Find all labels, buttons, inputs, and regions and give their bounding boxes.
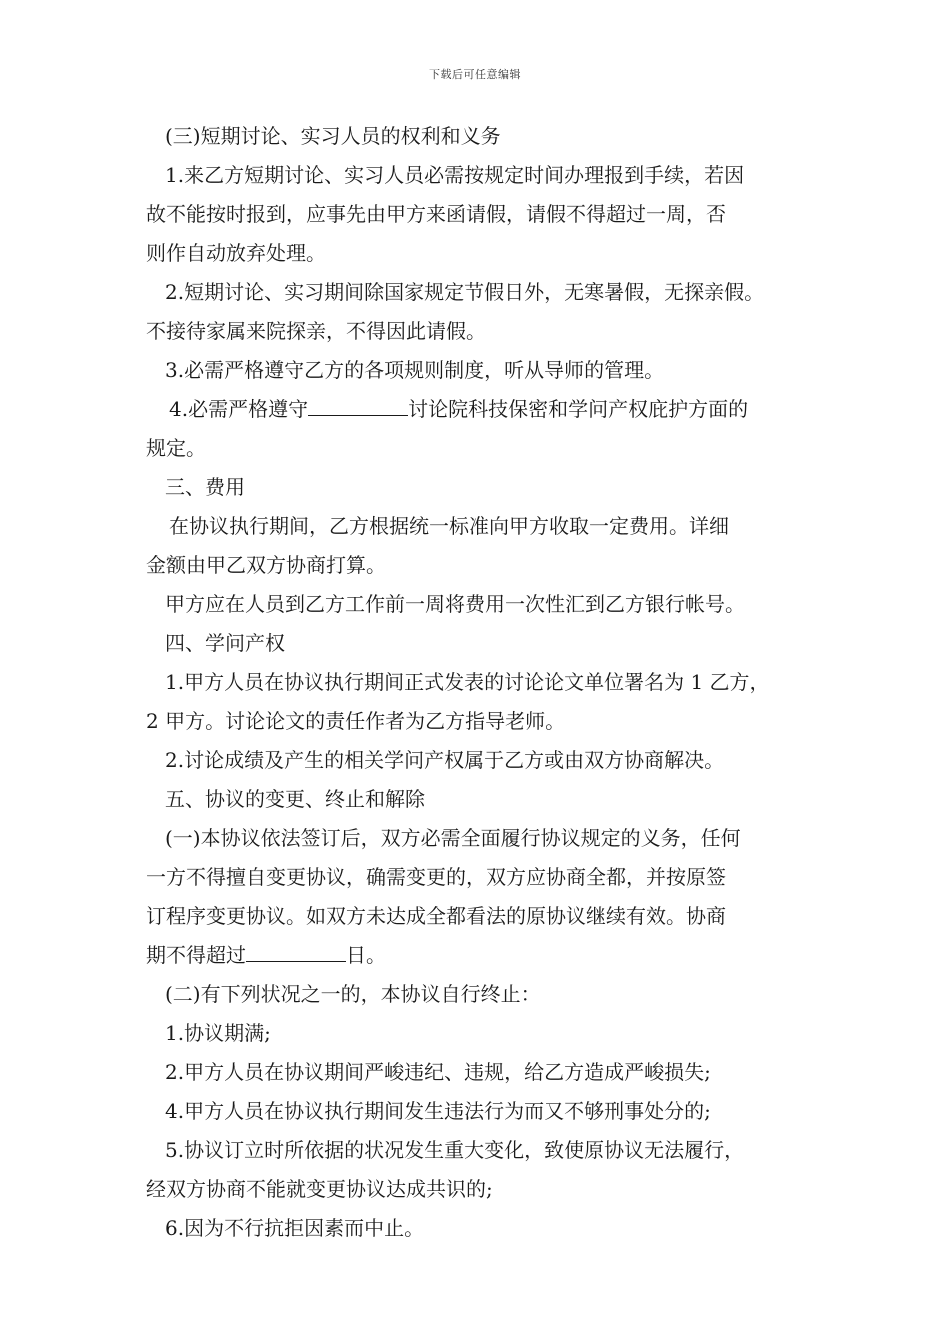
paragraph-line: 规定。 <box>146 436 206 460</box>
section-heading: 四、学问产权 <box>165 631 285 655</box>
fill-in-blank <box>246 941 346 962</box>
paragraph-line: 故不能按时报到，应事先由甲方来函请假，请假不得超过一周，否 <box>146 202 726 226</box>
paragraph-line: 金额由甲乙双方协商打算。 <box>146 553 386 577</box>
list-item: 5.协议订立时所依据的状况发生重大变化，致使原协议无法履行， <box>165 1138 745 1162</box>
paragraph-line: 1.来乙方短期讨论、实习人员必需按规定时间办理报到手续，若因 <box>165 163 745 187</box>
paragraph-text: 讨论院科技保密和学问产权庇护方面的 <box>408 397 749 421</box>
list-item: 6.因为不行抗拒因素而中止。 <box>165 1216 425 1240</box>
paragraph-line: 不接待家属来院探亲，不得因此请假。 <box>146 319 486 343</box>
paragraph-line: 甲方应在人员到乙方工作前一周将费用一次性汇到乙方银行帐号。 <box>165 592 745 616</box>
list-item: 4.甲方人员在协议执行期间发生违法行为而又不够刑事处分的; <box>165 1099 711 1123</box>
paragraph-text: 期不得超过 <box>146 943 246 967</box>
paragraph-line: (二)有下列状况之一的，本协议自行终止： <box>165 982 541 1006</box>
paragraph-line: 2 甲方。讨论论文的责任作者为乙方指导老师。 <box>146 709 566 733</box>
paragraph-line: 1.甲方人员在协议执行期间正式发表的讨论论文单位署名为 1 乙方， <box>165 670 770 694</box>
section-heading: (三)短期讨论、实习人员的权利和义务 <box>165 124 501 148</box>
list-item: 2.甲方人员在协议期间严峻违纪、违规，给乙方造成严峻损失; <box>165 1060 711 1084</box>
list-item-continuation: 经双方协商不能就变更协议达成共识的; <box>146 1177 493 1201</box>
paragraph-line: 2.短期讨论、实习期间除国家规定节假日外，无寒暑假，无探亲假。 <box>165 280 765 304</box>
document-body <box>146 117 822 1248</box>
section-heading: 三、费用 <box>165 475 245 499</box>
fill-in-blank <box>308 395 408 416</box>
page-header: 下载后可任意编辑 <box>429 68 521 81</box>
paragraph-line: 3.必需严格遵守乙方的各项规则制度，听从导师的管理。 <box>165 358 665 382</box>
paragraph-line-with-blank <box>146 390 822 429</box>
paragraph-line: 订程序变更协议。如双方未达成全都看法的原协议继续有效。协商 <box>146 904 726 928</box>
paragraph-text: 4.必需严格遵守 <box>169 397 309 421</box>
paragraph-text: 日。 <box>346 943 386 967</box>
paragraph-line: 2.讨论成绩及产生的相关学问产权属于乙方或由双方协商解决。 <box>165 748 725 772</box>
paragraph-line: 在协议执行期间，乙方根据统一标准向甲方收取一定费用。详细 <box>169 514 729 538</box>
paragraph-line: 一方不得擅自变更协议，确需变更的，双方应协商全都，并按原签 <box>146 865 726 889</box>
section-heading: 五、协议的变更、终止和解除 <box>165 787 425 811</box>
paragraph-line-with-blank <box>146 936 822 975</box>
list-item: 1.协议期满; <box>165 1021 271 1045</box>
paragraph-line: 则作自动放弃处理。 <box>146 241 326 265</box>
paragraph-line: (一)本协议依法签订后，双方必需全面履行协议规定的义务，任何 <box>165 826 741 850</box>
